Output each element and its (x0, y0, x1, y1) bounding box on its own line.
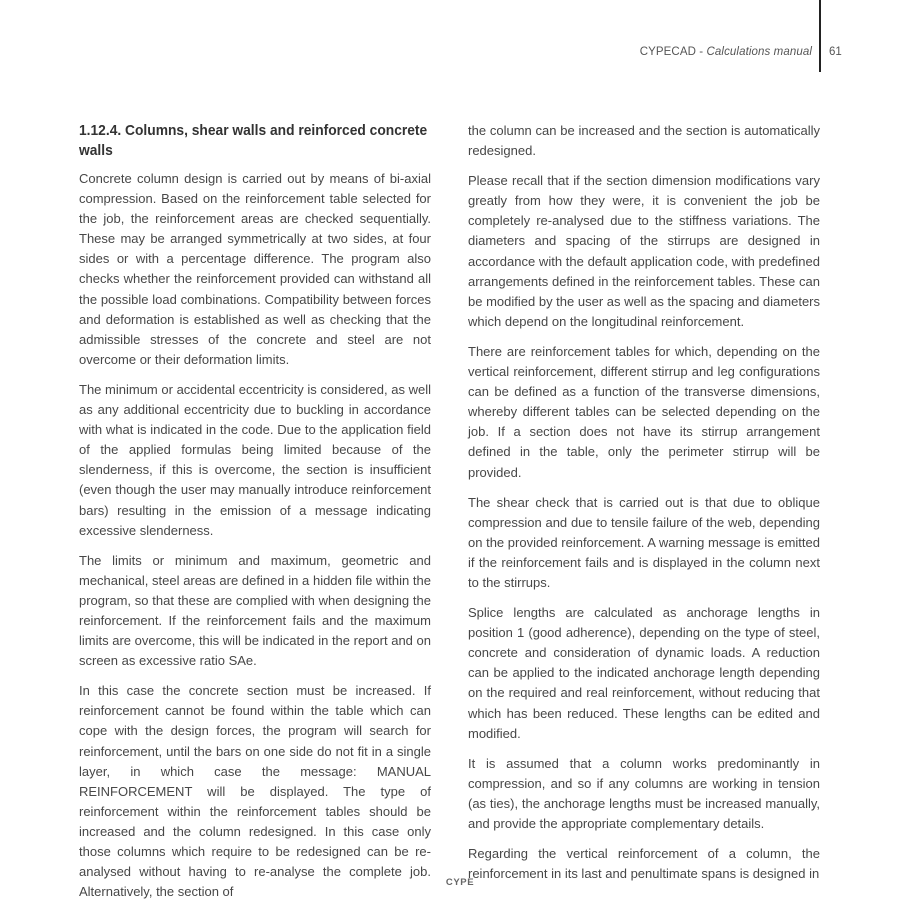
left-paragraph-2: The minimum or accidental eccentricity is considered, as well as any additional eccentricity due to buckling in accordance with what is indicated in the code. Due to the application field of the applied formulas being limited because of the slenderness, if this is overcome, the section is insufficient (even though the user may manually introduce reinforcement bars) resulting in the emission of a message indicating excessive slenderness. (79, 381, 431, 538)
page-number: 61 (829, 46, 842, 58)
left-paragraph-1: Concrete column design is carried out by means of bi-axial compression. Based on the reinforcement table selected for the job, the reinforcement areas are checked sequentially. These may be arranged symmetrically at two sides, at four sides or with a percentage difference. The program also checks whether the reinforcement provided can withstand all the possible load combinations. Compatibility between forces and deformation is established as well as checking that the admissible stresses of the concrete and steel are not overcome or their deformation limits. (79, 171, 431, 367)
right-column (468, 121, 820, 894)
right-paragraph-4: The shear check that is carried out is that due to oblique compression and due to tensile failure of the web, depending on the provided reinforcement. A warning message is emitted if the reinforcement fails and is displayed in the column next to the stirrups. (468, 494, 820, 590)
right-paragraph-7: Regarding the vertical reinforcement of a column, the reinforcement in its last and penultimate spans is designed in (468, 846, 820, 882)
running-header (640, 46, 812, 58)
left-column (79, 121, 431, 912)
manual-title: Calculations manual (706, 46, 812, 58)
right-paragraph-6: It is assumed that a column works predominantly in compression, and so if any columns are working in tension (as ties), the anchorage lengths must be increased manually, and provide the appropriate complementary details. (468, 755, 820, 831)
section-heading: 1.12.4. Columns, shear walls and reinforced concrete walls (79, 122, 428, 159)
right-paragraph-1: the column can be increased and the section is automatically redesigned. (468, 123, 820, 159)
page-footer-brand: CYPE (445, 877, 475, 888)
header-divider (819, 0, 821, 72)
header-separator: - (696, 46, 707, 58)
right-paragraph-2: Please recall that if the section dimension modifications vary greatly from how they were, it is convenient the job be completely re-analysed due to the stiffness variations. The diameters and spacing of the stirrups are designed in accordance with the default application code, with predefined arrangements defined in the reinforcement tables. These can be modified by the user as well as the spacing and diameters which depend on the longitudinal reinforcement. (468, 173, 820, 329)
right-paragraph-5: Splice lengths are calculated as anchorage lengths in position 1 (good adherence), depending on the type of steel, concrete and consideration of dynamic loads. A reduction can be applied to the indicated anchorage length depending on the required and real reinforcement, without reducing that which has been reduced. These lengths can be edited and modified. (468, 605, 820, 741)
right-paragraph-3: There are reinforcement tables for which, depending on the vertical reinforcement, different stirrup and leg configurations can be defined as a function of the transverse dimensions, whereby different tables can be selected depending on the job. If a section does not have its stirrup arrangement defined in the table, only the perimeter stirrup will be provided. (468, 343, 820, 480)
page-header (0, 0, 920, 72)
product-name: CYPECAD (639, 46, 696, 58)
left-paragraph-4: In this case the concrete section must be increased. If reinforcement cannot be found within the table which can cope with the design forces, the program will search for reinforcement, until the bars on one side do not fit in a single layer, in which case the message: MANUAL REINFORCEMENT will be displayed. The type of reinforcement within the reinforcement tables should be increased and the column redesigned. In this case only those columns which require to be redesigned can be re-analysed without having to re-analyse the complete job. Alternatively, the section of (79, 683, 431, 900)
left-paragraph-3: The limits or minimum and maximum, geometric and mechanical, steel areas are defined in a hidden file within the program, so that these are complied with when designing the reinforcement. If the reinforcement fails and the maximum limits are overcome, this will be indicated in the report and on screen as excessive ratio SAe. (79, 552, 431, 669)
